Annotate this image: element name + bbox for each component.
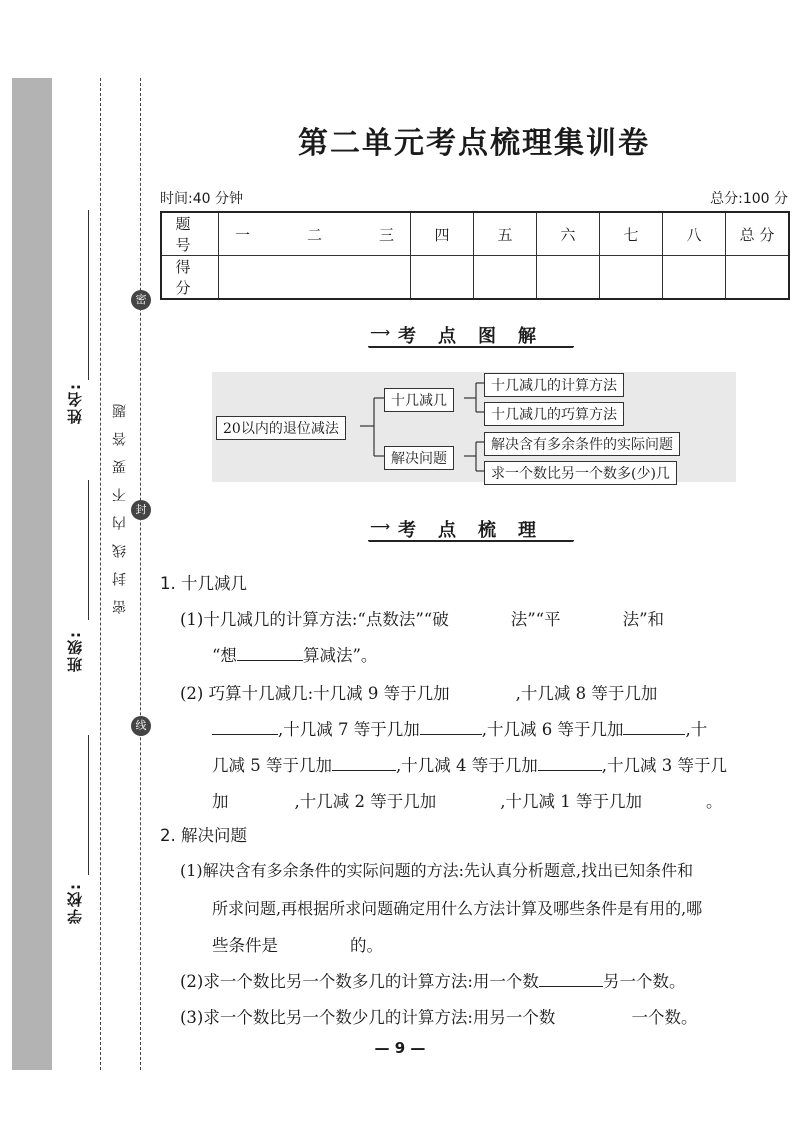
s2-q3-line: (3)求一个数比另一个数少几的计算方法:用另一个数 一个数。 [180,1008,698,1027]
banner-key-points [368,512,574,542]
score-cell-1-3[interactable] [219,256,411,300]
section-2-title: 2. 解决问题 [160,826,247,845]
col-header-7: 七 [600,212,663,256]
total-score-label: 总分:100 分 [710,191,788,207]
school-label: 学校: [66,882,84,924]
score-cell-total[interactable] [726,256,790,300]
s1-q2-line4: 加 ,十几减 2 等于几加 ,十几减 1 等于几加 。 [212,792,723,811]
score-cell-5[interactable] [474,256,537,300]
name-line[interactable] [88,210,89,380]
diagram-leaf-calc-method: 十几减几的计算方法 [484,373,624,397]
seal-mi-mark: 密 [131,290,151,310]
s1-q1-line1: (1)十几减几的计算方法:“点数法”“破 法”“平 法”和 [180,610,665,629]
answer-blank[interactable] [212,734,278,735]
question-number-label: 题号 [161,212,219,256]
s2-q1-line1: (1)解决含有多余条件的实际问题的方法:先认真分析题意,找出已知条件和 [180,861,694,880]
seal-feng-mark: 封 [131,500,151,520]
cut-line-outer [100,78,101,1070]
score-cell-4[interactable] [411,256,474,300]
score-group-1 [219,212,411,256]
name-label: 姓名: [66,382,84,424]
diagram-branch-problem-solving: 解决问题 [384,446,454,470]
s2-q2-line: (2)求一个数比另一个数多几的计算方法:用一个数 另一个数。 [180,972,686,991]
diagram-leaf-quick-method: 十几减几的巧算方法 [484,402,624,426]
s2-q1-line3: 些条件是 的。 [212,936,383,955]
answer-blank[interactable] [538,770,602,771]
cut-line-inner [140,78,141,1070]
col-header-1: 一 [235,225,251,244]
col-header-2: 二 [306,225,322,244]
seal-notice: 密封线内不要答题 [112,390,128,614]
s1-q1-line2: “想 算减法”。 [212,646,378,665]
section-1-title: 1. 十几减几 [160,574,247,593]
col-header-8: 八 [663,212,726,256]
col-header-6: 六 [537,212,600,256]
diagram-leaf-extra-conditions: 解决含有多余条件的实际问题 [484,432,680,456]
s1-q2-line3: 几减 5 等于几加 ,十几减 4 等于几加 ,十几减 3 等于几 [212,756,727,775]
diagram-leaf-compare: 求一个数比另一个数多(少)几 [484,461,677,485]
banner-knowledge-map [368,318,574,348]
seal-xian-mark: 线 [131,716,151,736]
score-cell-8[interactable] [663,256,726,300]
answer-blank[interactable] [623,734,685,735]
col-header-total: 总 分 [726,212,790,256]
answer-blank[interactable] [237,660,303,661]
answer-blank[interactable] [420,734,482,735]
score-label: 得分 [161,256,219,300]
banner-arrow-icon: ⟶ [370,519,391,535]
s2-q1-line2: 所求问题,再根据所求问题确定用什么方法计算及哪些条件是有用的,哪 [212,899,703,918]
time-label: 时间:40 分钟 [160,191,243,207]
school-line[interactable] [88,735,89,875]
score-row [161,256,789,300]
page-title: 第二单元考点梳理集训卷 [298,126,650,161]
answer-blank[interactable] [539,986,603,987]
answer-blank[interactable] [332,770,396,771]
s1-q2-line1: (2) 巧算十几减几:十几减 9 等于几加 ,十几减 8 等于几加 [180,684,658,703]
col-header-4: 四 [411,212,474,256]
score-table [160,211,790,300]
score-cell-7[interactable] [600,256,663,300]
page-number: — 9 — [374,1039,426,1057]
concept-diagram [212,372,736,482]
score-cell-6[interactable] [537,256,600,300]
col-header-5: 五 [474,212,537,256]
banner-arrow-icon: ⟶ [370,325,391,341]
col-header-3: 三 [378,225,394,244]
banner-knowledge-map-text: 考点图解 [398,326,558,347]
banner-key-points-text: 考点梳理 [398,520,558,541]
diagram-branch-subtraction: 十几减几 [384,388,454,412]
diagram-root: 20以内的退位减法 [216,416,346,440]
s1-q2-line2: ,十几减 7 等于几加 ,十几减 6 等于几加 ,十 [212,716,707,740]
class-label: 班级: [66,630,84,672]
question-number-row [161,212,789,256]
class-line[interactable] [88,480,89,620]
binding-strip [12,78,52,1070]
